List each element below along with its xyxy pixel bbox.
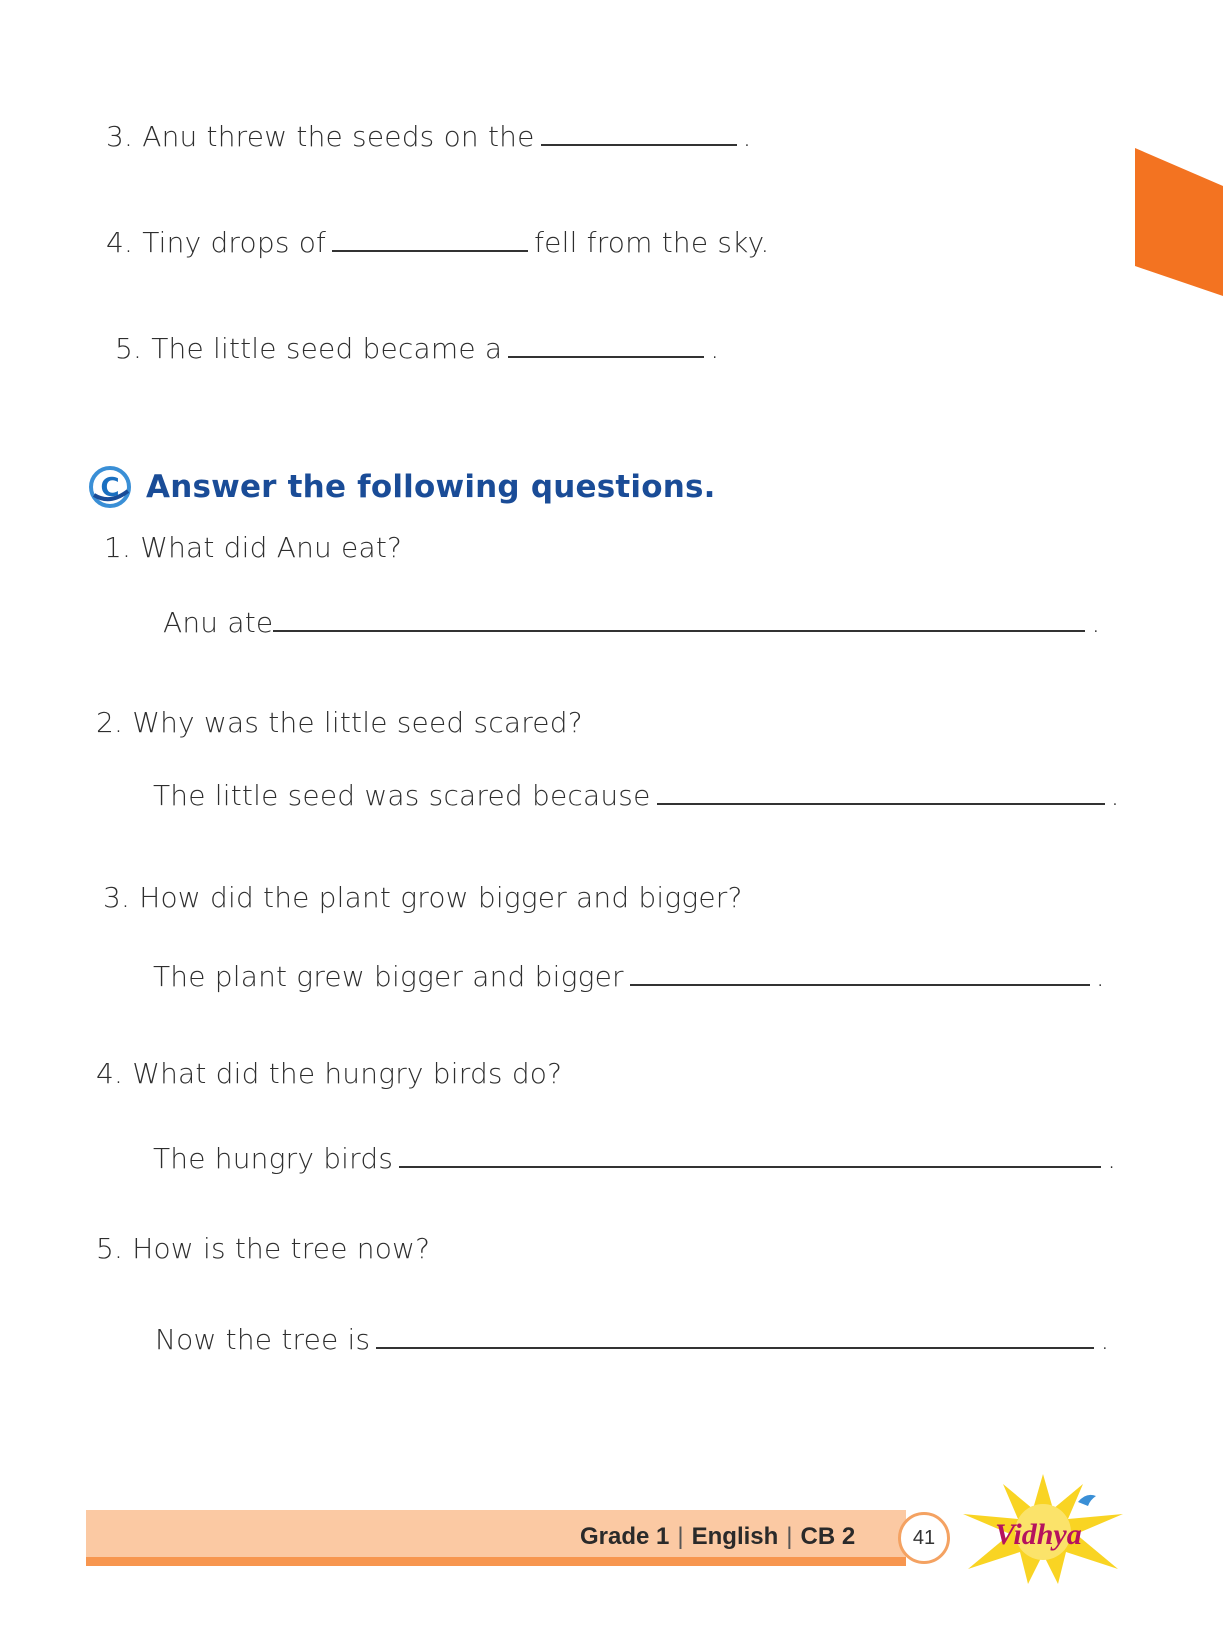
answer-end: . bbox=[1091, 606, 1101, 639]
section-heading bbox=[88, 462, 716, 512]
question-1: 1. What did Anu eat? bbox=[104, 531, 403, 564]
answer-blank[interactable] bbox=[399, 1146, 1101, 1168]
footer-book: CB 2 bbox=[800, 1523, 856, 1550]
orange-corner-tab bbox=[1135, 148, 1223, 296]
footer-grade: Grade 1 bbox=[580, 1523, 670, 1550]
answer-prompt: Anu ate bbox=[163, 606, 274, 639]
page-number: 41 bbox=[898, 1512, 950, 1564]
answer-blank[interactable] bbox=[508, 336, 704, 358]
question-4: 4. What did the hungry birds do? bbox=[96, 1057, 563, 1090]
answer-prompt: The hungry birds bbox=[153, 1142, 394, 1175]
fill-in-item-5 bbox=[115, 332, 719, 365]
fill-in-end: . bbox=[742, 120, 752, 153]
answer-line-5 bbox=[155, 1323, 1109, 1356]
answer-blank[interactable] bbox=[332, 230, 528, 252]
footer-strip bbox=[86, 1557, 906, 1566]
section-letter: C bbox=[100, 473, 120, 503]
question-5: 5. How is the tree now? bbox=[96, 1232, 431, 1265]
answer-line-4 bbox=[153, 1142, 1116, 1175]
answer-end: . bbox=[1095, 960, 1105, 993]
answer-end: . bbox=[1100, 1323, 1110, 1356]
answer-line-3 bbox=[153, 960, 1105, 993]
section-c-icon bbox=[88, 465, 132, 509]
answer-line-1 bbox=[163, 606, 1100, 639]
footer-separator: | bbox=[786, 1523, 793, 1550]
fill-in-end: . bbox=[710, 332, 720, 365]
answer-blank[interactable] bbox=[273, 610, 1085, 632]
answer-prompt: The plant grew bigger and bigger bbox=[153, 960, 624, 993]
fill-in-text: 5. The little seed became a bbox=[115, 332, 503, 365]
fill-in-item-3 bbox=[106, 120, 752, 153]
fill-in-text: 4. Tiny drops of bbox=[106, 226, 327, 259]
footer-info bbox=[580, 1523, 855, 1551]
fill-in-text: 3. Anu threw the seeds on the bbox=[106, 120, 535, 153]
question-2: 2. Why was the little seed scared? bbox=[96, 706, 583, 739]
footer-subject: English bbox=[691, 1523, 779, 1550]
answer-line-2 bbox=[153, 779, 1120, 812]
footer-separator: | bbox=[677, 1523, 684, 1550]
answer-blank[interactable] bbox=[541, 124, 737, 146]
question-3: 3. How did the plant grow bigger and bigger? bbox=[103, 881, 743, 914]
fill-in-end: fell from the sky. bbox=[534, 226, 770, 259]
fill-in-item-4 bbox=[106, 226, 769, 259]
logo-text: Vidhya bbox=[995, 1518, 1082, 1551]
answer-prompt: The little seed was scared because bbox=[153, 779, 651, 812]
answer-blank[interactable] bbox=[657, 783, 1105, 805]
answer-blank[interactable] bbox=[630, 964, 1090, 986]
answer-end: . bbox=[1107, 1142, 1117, 1175]
answer-blank[interactable] bbox=[376, 1327, 1094, 1349]
section-title: Answer the following questions. bbox=[146, 469, 716, 505]
answer-end: . bbox=[1110, 779, 1120, 812]
answer-prompt: Now the tree is bbox=[155, 1323, 371, 1356]
